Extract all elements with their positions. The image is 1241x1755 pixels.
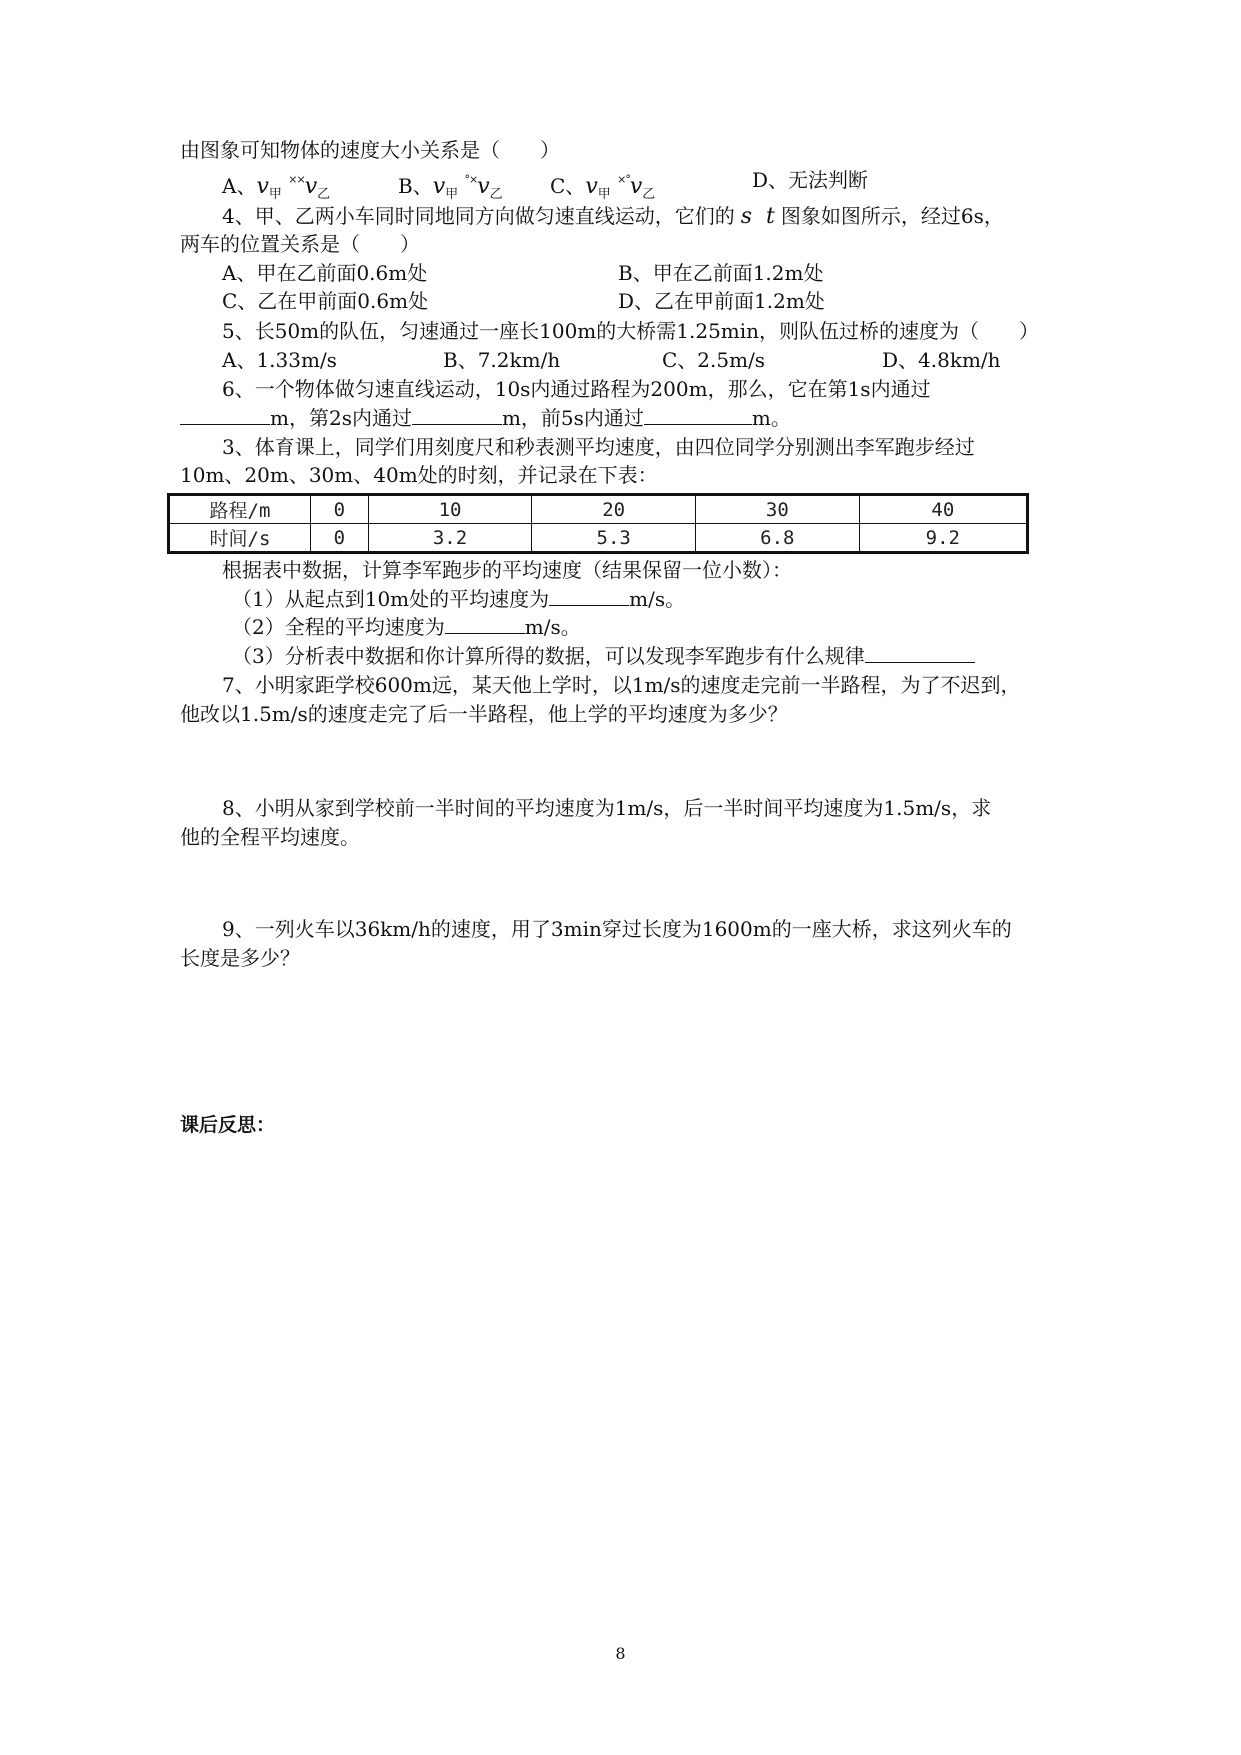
q6-line-1: 6、一个物体做匀速直线运动，10s内通过路程为200m，那么，它在第1s内通过: [222, 377, 931, 401]
q7-line-2: 他改以1.5m/s的速度走完了后一半路程，他上学的平均速度为多少？: [180, 702, 788, 726]
data-table: [167, 493, 1029, 554]
q3-sub-1: （1）从起点到10m处的平均速度为 m/s。: [232, 587, 686, 611]
q5-option-c: C、2.5m/s: [662, 348, 766, 372]
option-c: C、$v_甲$ $^{\times^\circ}v_乙$: [550, 173, 656, 202]
table-cell: 3.2: [368, 524, 532, 553]
option-d: D、无法判断: [752, 168, 869, 192]
answer-blank[interactable]: [445, 615, 525, 634]
q5-line: 5、长50m的队伍，匀速通过一座长100m的大桥需1.25min，则队伍过桥的速度为（ ）: [222, 319, 1040, 343]
q3-line-2: 10m、20m、30m、40m处的时刻，并记录在下表：: [180, 463, 658, 487]
table-cell: 6.8: [696, 524, 860, 553]
table-cell: 40: [859, 495, 1027, 524]
table-row: [169, 495, 1028, 524]
q4-option-a: A、甲在乙前面0.6m处: [222, 261, 428, 285]
q9-line-1: 9、一列火车以36km/h的速度，用了3min穿过长度为1600m的一座大桥，求这列火车的: [222, 917, 1012, 941]
q3-line-3: 根据表中数据，计算李军跑步的平均速度（结果保留一位小数）：: [222, 558, 792, 582]
q8-line-1: 8、小明从家到学校前一半时间的平均速度为1m/s，后一半时间平均速度为1.5m/s，求: [222, 796, 992, 820]
table-row: [169, 524, 1028, 553]
q4-line-1: 4、甲、乙两小车同时同地同方向做匀速直线运动，它们的 s t 图象如图所示，经过6s，: [222, 204, 1004, 229]
q3-line-1: 3、体育课上，同学们用刻度尺和秒表测平均速度，由四位同学分别测出李军跑步经过: [222, 435, 975, 459]
table-cell: 30: [696, 495, 860, 524]
q7-line-1: 7、小明家距学校600m远，某天他上学时，以1m/s的速度走完前一半路程，为了不迟到，: [222, 673, 1021, 697]
q4-option-b: B、甲在乙前面1.2m处: [618, 261, 824, 285]
q4-option-c: C、乙在甲前面0.6m处: [222, 289, 429, 313]
table-cell: 路程/m: [169, 495, 311, 524]
table-cell: 时间/s: [169, 524, 311, 553]
answer-blank[interactable]: [180, 406, 270, 425]
q4-option-d: D、乙在甲前面1.2m处: [618, 289, 825, 313]
q8-line-2: 他的全程平均速度。: [180, 825, 360, 849]
q5-option-b: B、7.2km/h: [443, 348, 561, 372]
q3-sub-3: （3）分析表中数据和你计算所得的数据，可以发现李军跑步有什么规律: [232, 643, 975, 669]
q9-line-2: 长度是多少？: [180, 946, 300, 970]
answer-blank[interactable]: [865, 644, 975, 663]
table-cell: 20: [532, 495, 696, 524]
reflection-heading: 课后反思：: [180, 1115, 276, 1136]
q3-sub-2: （2）全程的平均速度为 m/s。: [232, 615, 581, 639]
answer-blank[interactable]: [412, 406, 502, 425]
question-stem-line: 由图象可知物体的速度大小关系是（ ）: [180, 138, 560, 162]
q5-option-a: A、1.33m/s: [222, 348, 337, 372]
table-cell: 5.3: [532, 524, 696, 553]
table-cell: 0: [311, 495, 369, 524]
option-a: A、$v_甲$ $^{\times\times}v_乙$: [222, 173, 331, 202]
table-cell: 10: [368, 495, 532, 524]
table-cell: 9.2: [859, 524, 1027, 553]
table-cell: 0: [311, 524, 369, 553]
q6-line-2: m，第2s内通过 m，前5s内通过 m。: [180, 405, 791, 431]
answer-blank[interactable]: [644, 406, 752, 425]
q4-line-2: 两车的位置关系是（ ）: [180, 232, 420, 256]
option-b: B、$v_甲$ $^{^\circ\times}v_乙$: [398, 173, 503, 202]
q5-option-d: D、4.8km/h: [882, 348, 1001, 372]
answer-blank[interactable]: [549, 587, 629, 606]
page-number: 8: [615, 1644, 626, 1663]
